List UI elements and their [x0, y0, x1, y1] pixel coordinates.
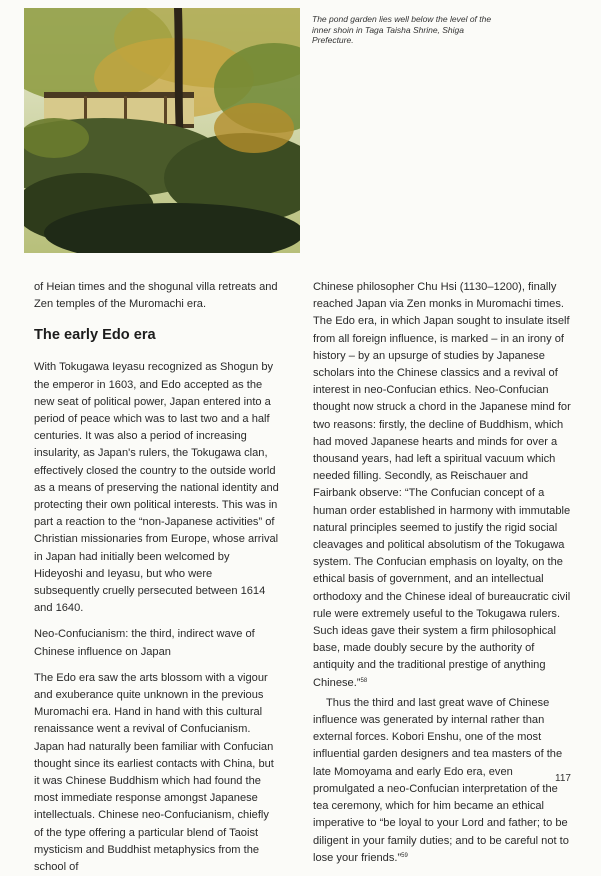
- paragraph: With Tokugawa Ieyasu recognized as Shogun by the emperor in 1603, and Edo accepted as the new seat of political power, Japan entered into a period of peace which was to last two and a half centuries. It was also a period of increasing insularity, as Japan's rulers, the Tokugawa clan, effectively closed the country to the outside world as a means of preserving the national identity and protecting their own political interests. This was in part a reaction to the “non-Japanese activities” of Christian missionaries from Europe, whose arrival in Japan had initially been welcomed by Hideyoshi and Ieyasu, but who were subsequently cruelly persecuted between 1614 and 1640.: [34, 361, 279, 615]
- paragraph-text: Chinese philosopher Chu Hsi (1130–1200), finally reached Japan via Zen monks in Muromachi times. The Edo era, in which Japan sought to insulate itself from all foreign influence, is marked – in an irony of history – by an upsurge of studies by Japanese scholars into the Chinese classics and a revival of interest in neo-Confucian ethics. Neo-Confucian thought now struck a chord in the Japanese mind for two reasons: firstly, the decline of Buddhism, which had moved Japanese hearts and minds for over a thousand years, had left a spiritual vacuum which needed filling. Secondly, as Reischauer and Fairbank observe: “The Confucian concept of a human order established in harmony with immutable natural principles seemed to justify the rigid social cleavages and political absolutism of the Tokugawa system. The Confucian emphasis on loyalty, on the ethical basis of government, and an intellectual orthodoxy and the Chinese ideal of bureaucratic civil rule were extremely useful to the Tokugawa rulers. Such ideas gave their system a firm philosophical base, made doubly secure by the authority of antiquity and the traditional prestige of anything Chinese.”: [313, 281, 571, 689]
- paragraph: [313, 279, 571, 692]
- right-column: [313, 279, 571, 867]
- paragraph: [313, 695, 571, 867]
- garden-photo: [24, 8, 300, 253]
- figure-caption: The pond garden lies well below the level of the inner shoin in Taga Taisha Shrine, Shiga Prefecture.: [312, 14, 492, 45]
- garden-photo-illustration: [24, 8, 300, 253]
- paragraph-text: Thus the third and last great wave of Chinese influence was generated by internal rather than external forces. Kobori Enshu, one of the most influential garden designers and tea masters of the late Momoyama and early Edo era, even promulgated a neo-Confucian interpretation of the tea ceremony, which for him became an ethical imperative to “be loyal to your Lord and father; to be diligent in your family duties; and to be careful not to lose your friends.”: [313, 696, 569, 864]
- page-number: 117: [555, 773, 571, 784]
- paragraph: The Edo era saw the arts blossom with a vigour and exuberance quite unknown in the previous Muromachi era. Hand in hand with this cultural renaissance went a revival of Confucianism. Japan had naturally been familiar with Confucian thought since its earliest contacts with China, but it was Chinese Buddhism which had found the most immediate response amongst Japanese intellectuals. Chinese neo-Confucianism, chiefly of the type offering a particular blend of Taoist mysticism and Buddhist metaphysics from the school of: [34, 671, 274, 874]
- paragraph-continued: of Heian times and the shogunal villa retreats and Zen temples of the Muromachi era.: [34, 281, 278, 311]
- section-heading: The early Edo era: [34, 327, 156, 344]
- footnote-ref: 58: [360, 677, 368, 684]
- left-column: [34, 279, 280, 876]
- footnote-ref: 59: [401, 852, 408, 859]
- subheading: Neo-Confucianism: the third, indirect wave of Chinese influence on Japan: [34, 628, 255, 658]
